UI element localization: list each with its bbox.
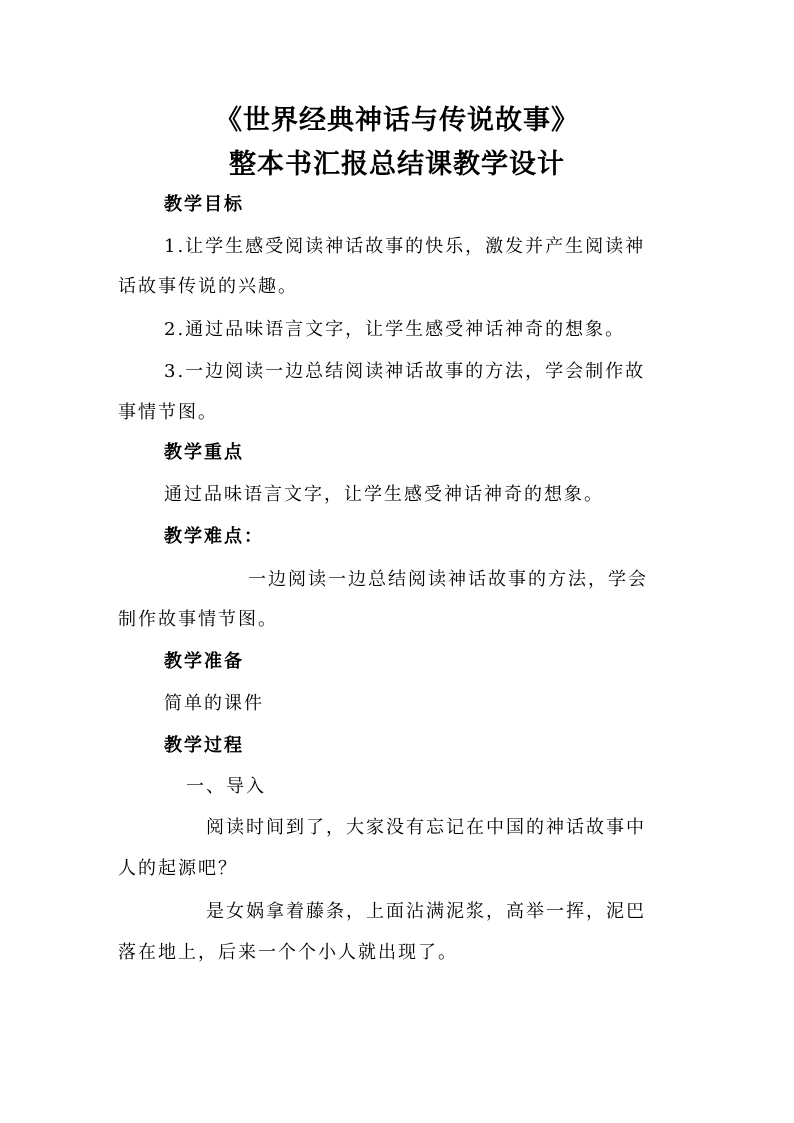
key-text: 通过品味语言文字，让学生感受神话神奇的想象。 bbox=[164, 484, 604, 505]
goal-3-line-a: 3.一边阅读一边总结阅读神话故事的方法，学会制作故 bbox=[164, 361, 646, 382]
difficulty-line-b: 制作故事情节图。 bbox=[118, 609, 278, 630]
prep-heading: 教学准备 bbox=[164, 651, 244, 672]
goal-1-line-a: 1.让学生感受阅读神话故事的快乐，激发并产生阅读神 bbox=[164, 236, 646, 257]
goal-1-line-b: 话故事传说的兴趣。 bbox=[118, 276, 298, 297]
intro-paragraph-2-line-a: 是女娲拿着藤条，上面沾满泥浆，高举一挥，泥巴 bbox=[206, 901, 646, 922]
difficulty-heading: 教学难点： bbox=[164, 526, 264, 547]
prep-text: 简单的课件 bbox=[164, 693, 264, 714]
goal-2: 2.通过品味语言文字，让学生感受神话神奇的想象。 bbox=[164, 319, 626, 340]
key-heading: 教学重点 bbox=[164, 442, 244, 463]
intro-paragraph-1-line-a: 阅读时间到了，大家没有忘记在中国的神话故事中 bbox=[206, 817, 646, 838]
intro-heading: 一、导入 bbox=[186, 776, 266, 797]
goal-3-line-b: 事情节图。 bbox=[118, 402, 218, 423]
process-heading: 教学过程 bbox=[164, 735, 244, 756]
document-title-line2: 整本书汇报总结课教学设计 bbox=[229, 149, 565, 180]
difficulty-line-a: 一边阅读一边总结阅读神话故事的方法，学会 bbox=[248, 569, 648, 590]
intro-paragraph-2-line-b: 落在地上，后来一个个小人就出现了。 bbox=[118, 942, 458, 963]
intro-paragraph-1-line-b: 人的起源吧？ bbox=[118, 858, 238, 879]
goals-heading: 教学目标 bbox=[164, 194, 244, 215]
document-title-line1: 《世界经典神话与传说故事》 bbox=[215, 105, 579, 136]
